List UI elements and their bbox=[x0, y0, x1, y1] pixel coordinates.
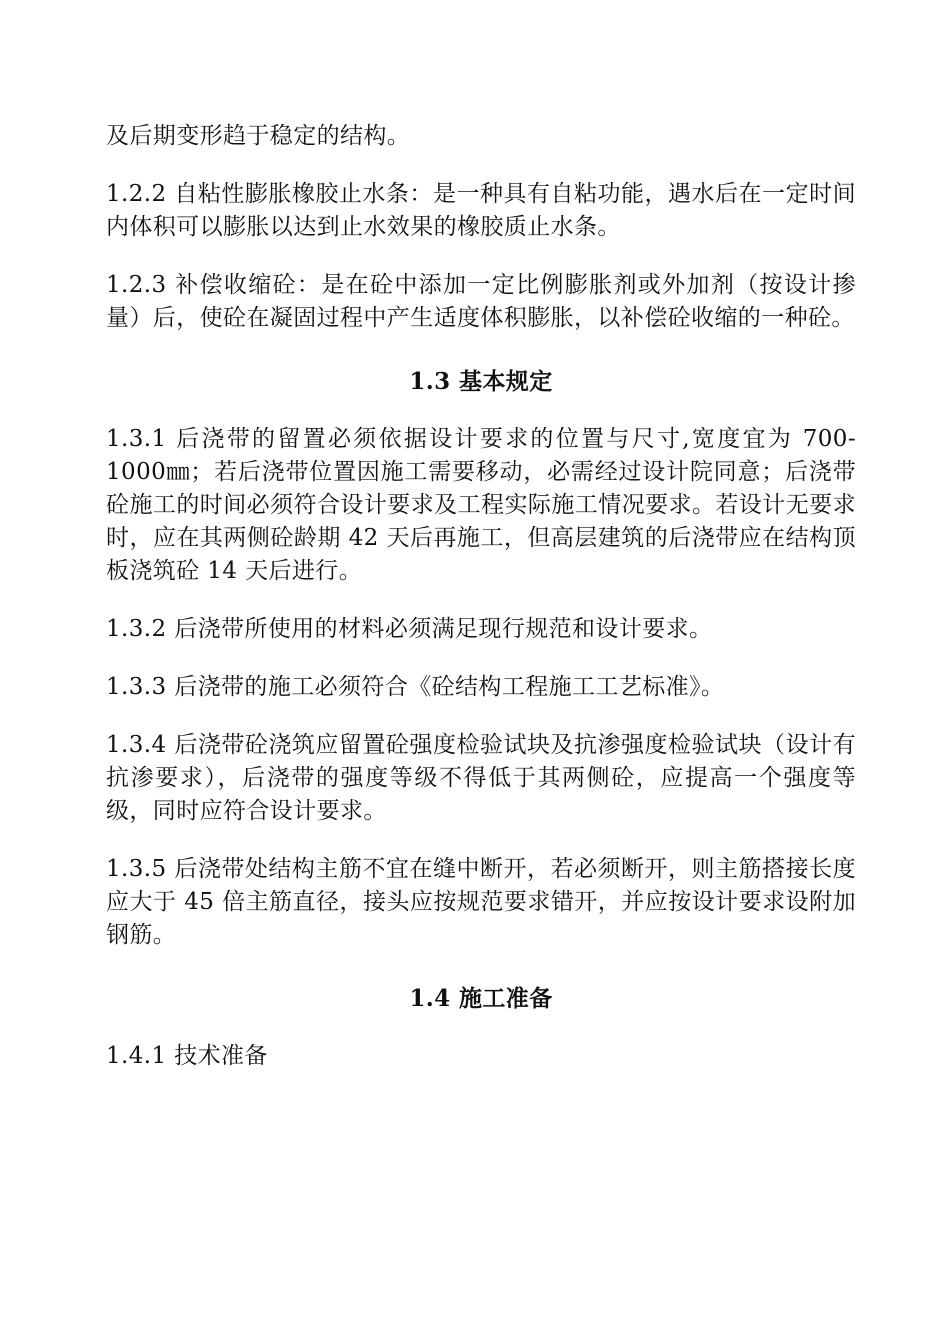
paragraph-1-3-4: 1.3.4 后浇带砼浇筑应留置砼强度检验试块及抗渗强度检验试块（设计有抗渗要求），后浇带的强度等级不得低于其两侧砼，应提高一个强度等级，同时应符合设计要求。 bbox=[106, 732, 856, 824]
paragraph-1-3-5: 1.3.5 后浇带处结构主筋不宜在缝中断开，若必须断开，则主筋搭接长度应大于 45 倍主筋直径，接头应按规范要求错开，并应按设计要求设附加钢筋。 bbox=[106, 856, 856, 948]
section-heading-1-3: 1.3 基本规定 bbox=[409, 368, 553, 395]
section-heading-1-4: 1.4 施工准备 bbox=[409, 985, 553, 1012]
paragraph-1-3-1: 1.3.1 后浇带的留置必须依据设计要求的位置与尺寸,宽度宜为 700-1000㎜；若后浇带位置因施工需要移动，必需经过设计院同意；后浇带砼施工的时间必须符合设计要求及工程实际施工情况要求。若设计无要求时，应在其两侧砼龄期 42 天后再施工，但高层建筑的后浇带应在结构顶板浇筑砼 14 天后进行。 bbox=[106, 426, 856, 584]
paragraph-1-3-2: 1.3.2 后浇带所使用的材料必须满足现行规范和设计要求。 bbox=[106, 616, 713, 642]
paragraph-1-4-1: 1.4.1 技术准备 bbox=[106, 1043, 268, 1069]
paragraph-1-2-3: 1.2.3 补偿收缩砼：是在砼中添加一定比例膨胀剂或外加剂（按设计掺量）后，使砼在凝固过程中产生适度体积膨胀，以补偿砼收缩的一种砼。 bbox=[106, 272, 856, 331]
paragraph-structure-end: 及后期变形趋于稳定的结构。 bbox=[106, 123, 411, 149]
paragraph-1-2-2: 1.2.2 自粘性膨胀橡胶止水条：是一种具有自粘功能，遇水后在一定时间内体积可以膨胀以达到止水效果的橡胶质止水条。 bbox=[106, 181, 856, 240]
document-page bbox=[106, 120, 856, 1073]
paragraph-1-3-3: 1.3.3 后浇带的施工必须符合《砼结构工程施工工艺标准》。 bbox=[106, 674, 725, 700]
